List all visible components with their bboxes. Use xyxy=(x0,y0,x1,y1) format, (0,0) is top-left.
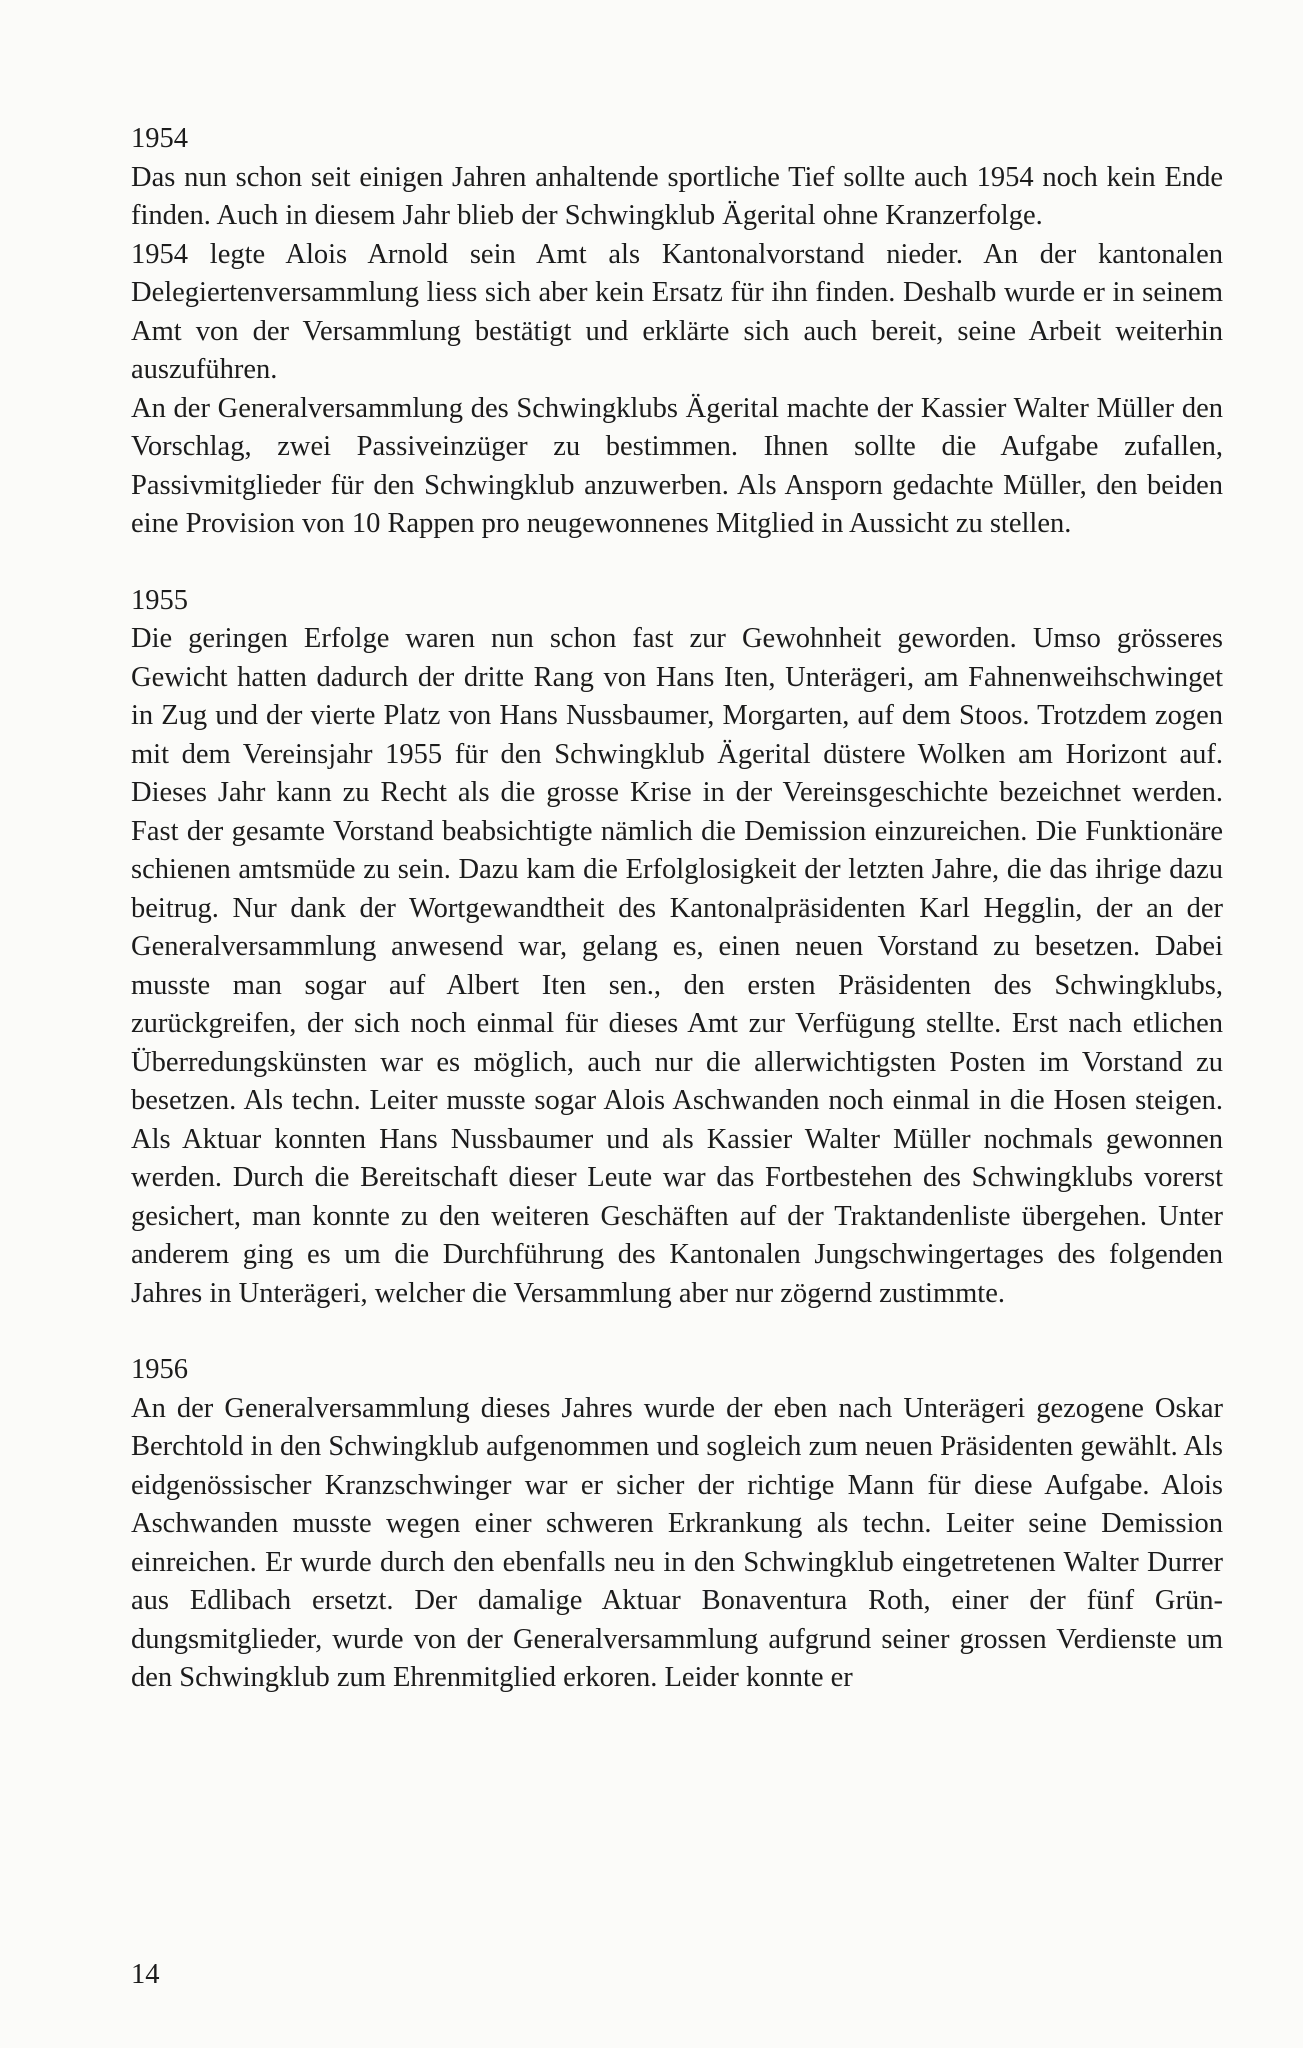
paragraph: An der Generalversammlung des Schwingklubs Ägerital machte der Kassier Walter Müller den Vorschlag, zwei Passiveinzüger zu bestimmen. Ihnen sollte die Aufgabe zufallen, Passivmitglieder für den Schwingklub anzuwerben. Als Ansporn gedachte Müller, den beiden eine Provision von 10 Rappen pro neugewonnenes Mitglied in Aussicht zu stellen. xyxy=(131,392,1223,539)
paragraph: Das nun schon seit einigen Jahren anhaltende sportliche Tief sollte auch 1954 noch kein Ende finden. Auch in diesem Jahr blieb der Schwingklub Ägerital ohne Kranzerfolge. xyxy=(131,161,1223,231)
section-1956 xyxy=(131,1351,1223,1698)
section-spacer xyxy=(131,544,1223,582)
paragraph: 1954 legte Alois Arnold sein Amt als Kantonalvorstand nieder. An der kantonalen Delegiertenversammlung liess sich aber kein Ersatz für ihn finden. Deshalb wurde er in seinem Amt von der Versammlung bestätigt und erklärte sich auch bereit, seine Arbeit weiterhin auszuführen. xyxy=(131,238,1223,385)
page-number: 14 xyxy=(131,1959,160,1990)
year-heading: 1956 xyxy=(131,1354,188,1385)
text-column xyxy=(131,120,1223,1698)
section-1954 xyxy=(131,120,1223,544)
section-spacer xyxy=(131,1313,1223,1351)
paragraph: An der Generalversammlung dieses Jahres wurde der eben nach Unterägeri gezogene Oskar Berchtold in den Schwingklub aufgenommen und sogleich zum neuen Präsidenten gewählt. Als eidgenössischer Kranzschwinger war er sicher der richtige Mann für diese Aufgabe. Alois Aschwanden musste wegen einer schweren Erkrankung als techn. Leiter seine Demission einreichen. Er wurde durch den ebenfalls neu in den Schwingklub eingetretenen Walter Durrer aus Edlibach ersetzt. Der damalige Aktuar Bonaventura Roth, einer der fünf Gründungsmitglieder, wurde von der Generalversammlung aufgrund seiner grossen Verdienste um den Schwingklub zum Ehrenmitglied erkoren. Leider konnte er xyxy=(131,1392,1223,1693)
year-heading: 1955 xyxy=(131,584,188,616)
section-1955 xyxy=(131,582,1223,1314)
paragraph: Die geringen Erfolge waren nun schon fast zur Gewohnheit geworden. Umso grösseres Gewicht hatten dadurch der dritte Rang von Hans Iten, Unterägeri, am Fahnenweihschwinget in Zug und der vierte Platz von Hans Nussbaumer, Morgarten, auf dem Stoos. Trotzdem zogen mit dem Vereinsjahr 1955 für den Schwingklub Ägerital düstere Wolken am Horizont auf. Dieses Jahr kann zu Recht als die grosse Krise in der Vereinsgeschichte bezeichnet werden. Fast der gesamte Vorstand beabsichtigte nämlich die Demission einzureichen. Die Funktionäre schienen amtsmüde zu sein. Dazu kam die Erfolglosigkeit der letzten Jahre, die das ihrige dazu beitrug. Nur dank der Wortgewandtheit des Kantonalpräsidenten Karl Hegglin, der an der Generalversammlung anwesend war, gelang es, einen neuen Vorstand zu besetzen. Dabei musste man sogar auf Albert Iten sen., den ersten Präsidenten des Schwingklubs, zurückgreifen, der sich noch einmal für dieses Amt zur Verfügung stellte. Erst nach etlichen Überredungskünsten war es möglich, auch nur die allerwichtigsten Posten im Vorstand zu besetzen. Als techn. Leiter musste sogar Alois Aschwanden noch einmal in die Hosen steigen. Als Aktuar konnten Hans Nussbaumer und als Kassier Walter Müller nochmals gewonnen werden. Durch die Bereitschaft dieser Leute war das Fortbestehen des Schwingklubs vorerst gesichert, man konnte zu den weiteren Geschäften auf der Traktandenliste übergehen. Unter anderem ging es um die Durchführung des Kantonalen Jungschwingertages des folgenden Jahres in Unterägeri, welcher die Versammlung aber nur zögernd zustimmte. xyxy=(131,623,1223,1309)
year-heading: 1954 xyxy=(131,123,188,154)
